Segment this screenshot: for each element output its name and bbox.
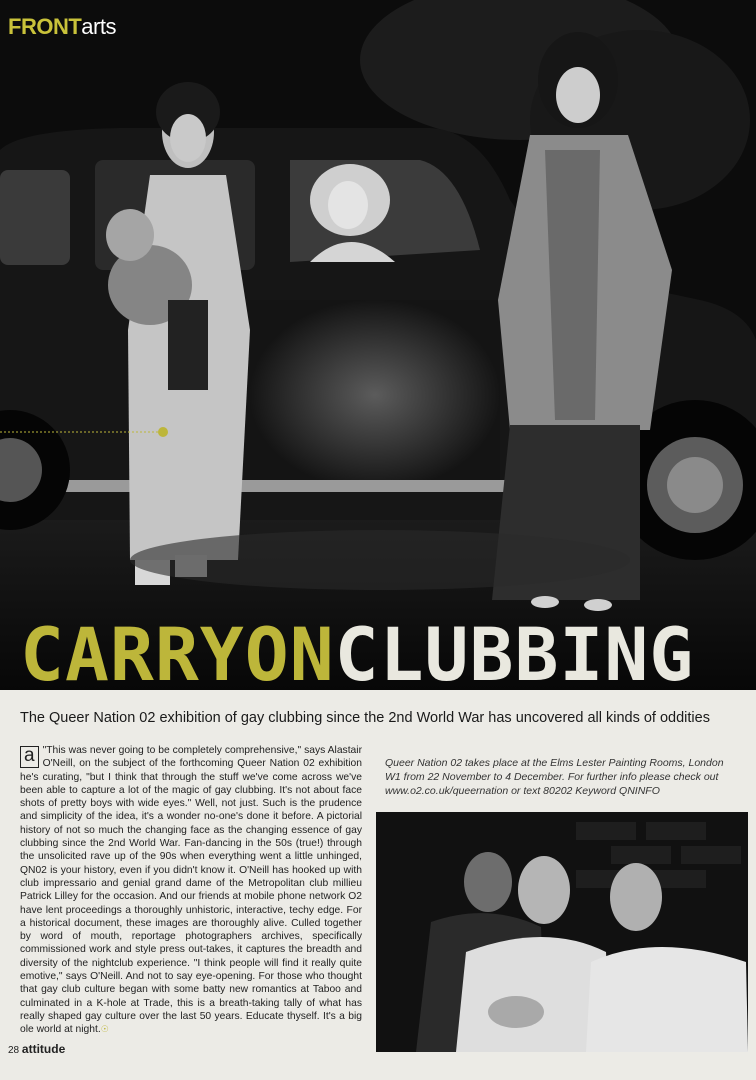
end-mark-icon: ☉ <box>100 1024 109 1035</box>
standfirst: The Queer Nation 02 exhibition of gay clubbing since the 2nd World War has uncovered all kinds of oddities <box>20 710 710 726</box>
headline <box>20 622 756 690</box>
article-text: "This was never going to be completely comprehensive," says Alastair O'Neill, on the subject of the forthcoming Queer Nation 02 exhibition he's curating, "but I think that through the stuff we've come across we've been able to capture a lot of the magic of gay clubbing. It's not about face shots of pretty boys with wide eyes." Well, not just. Such is the prudence and simplicity of the idea, it's a wonder no-one's done it before. A pictorial history of not so much the changing face as the changing essence of gay clubbing since the 2nd World War. Fan-dancing in the 50s (true!) through the unsolicited rave up of the 90s when everything went a little unhinged, QN02 is your history, even if you didn't know it. O'Neill has hooked up with club impressario and genial grand dame of the Metropolitan club millieu Patrick Lilley for the occasion. And our friends at mobile phone network O2 have lent proceedings a thoroughly unhistoric, interactive, techy edge. For a historical document, these images are thoroughly alive. Culled together by word of mouth, reportage photographers archives, specifically commissioned work and style press out-takes, it captures the breadth and diversity of the nightclub experience. "I think people will find it really quite emotive," says O'Neill. And not to say eye-opening. For those who thought that gay club culture began with some batty new romantics at Taboo and culminated in a K-hole at Trade, this is a breath-taking tally of what has really shaped gay culture over the last 50 years. Educate thyself. It's a big ole world at night. <box>20 745 362 1036</box>
article-body <box>20 744 362 1037</box>
club-photo <box>376 812 748 1052</box>
section-label-arts: arts <box>81 14 116 39</box>
page-number: 28 <box>8 1045 20 1056</box>
club-photo-illustration <box>376 812 748 1052</box>
section-label <box>8 14 116 40</box>
magazine-name: attitude <box>21 1042 66 1056</box>
headline-part2: CLUBBING <box>334 622 695 690</box>
dropcap: a <box>20 746 39 768</box>
folio <box>8 1042 65 1056</box>
event-info: Queer Nation 02 takes place at the Elms Lester Painting Rooms, London W1 from 22 November to 4 December. For further info please check out www.o2.co.uk/queernation or text 80202 Keyword QNINFO <box>385 757 724 797</box>
headline-part1: CARRYON <box>20 622 335 690</box>
section-label-front: FRONT <box>8 14 82 39</box>
